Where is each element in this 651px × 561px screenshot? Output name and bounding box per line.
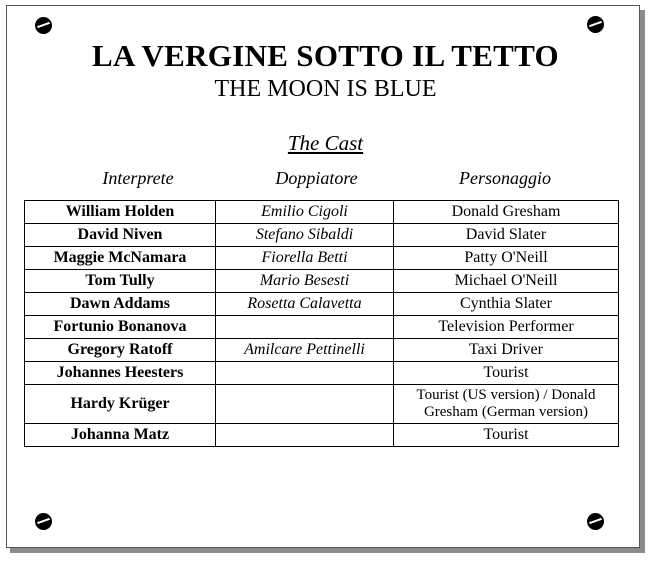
screw-icon (35, 513, 52, 530)
actor-cell: William Holden (25, 201, 216, 224)
actor-cell: Dawn Addams (25, 293, 216, 316)
dubber-cell (216, 316, 394, 339)
role-cell: David Slater (394, 224, 619, 247)
table-row (25, 424, 619, 447)
dubber-cell: Emilio Cigoli (216, 201, 394, 224)
dubber-cell: Fiorella Betti (216, 247, 394, 270)
cast-heading: The Cast (287, 131, 364, 155)
dubber-cell (216, 424, 394, 447)
dubber-cell: Amilcare Pettinelli (216, 339, 394, 362)
table-row (25, 385, 619, 424)
column-header-actor: Interprete (102, 168, 174, 188)
role-cell: Tourist (394, 362, 619, 385)
table-row (25, 293, 619, 316)
page-subtitle: THE MOON IS BLUE (214, 76, 437, 102)
table-row (25, 362, 619, 385)
dubber-cell: Rosetta Calavetta (216, 293, 394, 316)
table-row (25, 247, 619, 270)
table-row (25, 339, 619, 362)
role-cell: Television Performer (394, 316, 619, 339)
role-cell: Cynthia Slater (394, 293, 619, 316)
dubber-cell (216, 362, 394, 385)
dubber-cell (216, 385, 394, 424)
actor-cell: David Niven (25, 224, 216, 247)
actor-cell: Johanna Matz (25, 424, 216, 447)
screw-icon (587, 513, 604, 530)
actor-cell: Maggie McNamara (25, 247, 216, 270)
screw-icon (587, 16, 604, 33)
page-title: LA VERGINE SOTTO IL TETTO (92, 38, 559, 73)
role-cell: Tourist (US version) / Donald Gresham (German version) (394, 385, 619, 424)
actor-cell: Hardy Krüger (25, 385, 216, 424)
role-cell: Taxi Driver (394, 339, 619, 362)
actor-cell: Gregory Ratoff (25, 339, 216, 362)
table-row (25, 224, 619, 247)
column-header-role: Personaggio (459, 168, 551, 188)
role-cell: Michael O'Neill (394, 270, 619, 293)
dubber-cell: Mario Besesti (216, 270, 394, 293)
actor-cell: Johannes Heesters (25, 362, 216, 385)
actor-cell: Fortunio Bonanova (25, 316, 216, 339)
role-cell: Donald Gresham (394, 201, 619, 224)
table-row (25, 316, 619, 339)
dubber-cell: Stefano Sibaldi (216, 224, 394, 247)
role-cell: Tourist (394, 424, 619, 447)
role-cell: Patty O'Neill (394, 247, 619, 270)
actor-cell: Tom Tully (25, 270, 216, 293)
table-row (25, 270, 619, 293)
cast-table (24, 200, 619, 447)
screw-icon (35, 17, 52, 34)
table-row (25, 201, 619, 224)
column-header-dubber: Doppiatore (275, 168, 358, 188)
